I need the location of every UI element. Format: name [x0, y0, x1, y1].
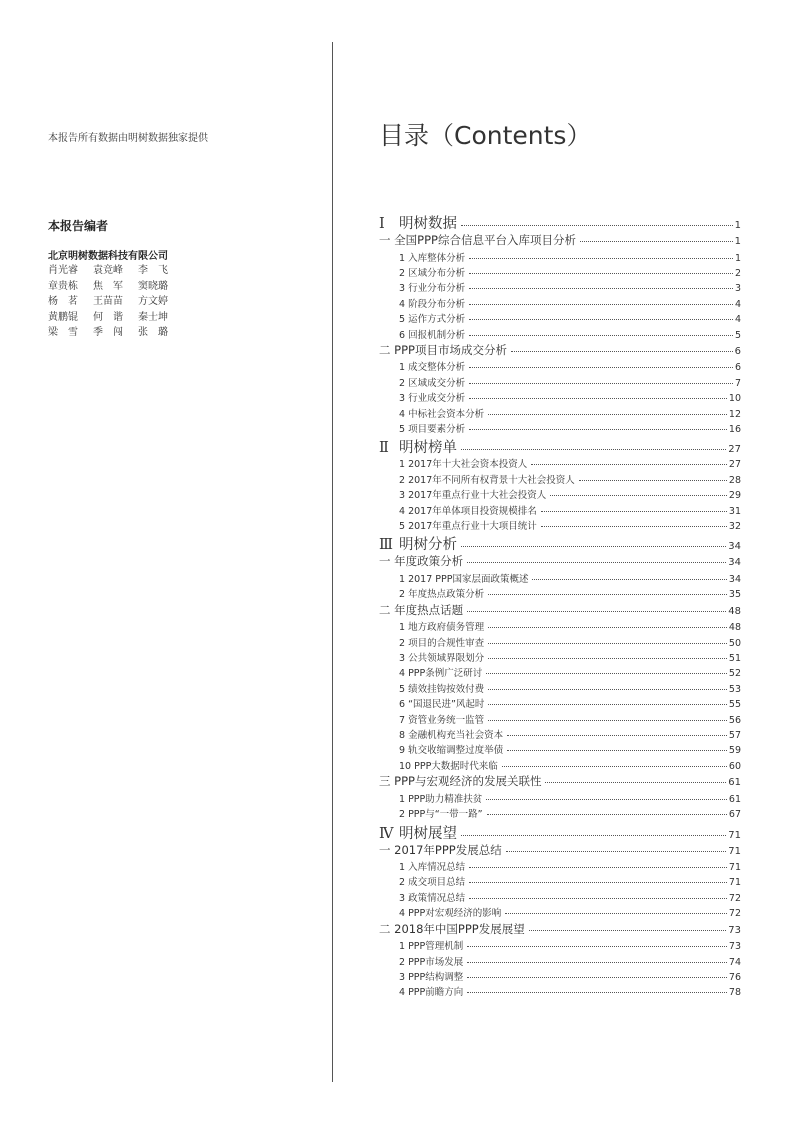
toc-page-number: 6	[734, 345, 741, 357]
toc-entry-title: 一 2017年PPP发展总结	[379, 842, 502, 857]
dot-leader	[507, 750, 727, 751]
toc-page-number: 28	[728, 474, 741, 486]
dot-leader	[545, 782, 726, 783]
toc-page-number: 5	[734, 329, 741, 341]
toc-page-number: 27	[728, 459, 741, 471]
toc-entry-title: 4 PPP前瞻方向	[399, 987, 464, 999]
toc-entry-title: 1 PPP助力精准扶贫	[399, 793, 483, 805]
toc-page-number: 34	[728, 557, 741, 569]
toc-page-number: 48	[728, 622, 741, 634]
dot-leader	[511, 351, 733, 352]
toc-entry-title: 5 运作方式分析	[399, 314, 466, 326]
dot-leader	[469, 367, 733, 368]
part-title: 明树分析	[399, 537, 457, 554]
toc-page-number: 76	[728, 971, 741, 983]
toc-page-number: 35	[728, 589, 741, 601]
part-numeral: Ⅳ	[379, 825, 394, 842]
toc-entry-level-2[interactable]	[379, 232, 741, 248]
toc-entry-title: 2 2017年不同所有权背景十大社会投资人	[399, 474, 575, 486]
dot-leader	[507, 735, 727, 736]
toc-entry-title: 1 入库整体分析	[399, 252, 466, 264]
editor-row	[48, 294, 183, 310]
toc-entry-title: 7 资管业务统一监管	[399, 714, 485, 726]
toc-title: 目录（Contents）	[379, 121, 592, 150]
toc-page-number: 10	[728, 393, 741, 405]
dot-leader	[467, 946, 727, 947]
toc-entry-title: 一 年度政策分析	[379, 554, 464, 569]
toc-page-number: 53	[728, 683, 741, 695]
dot-leader	[502, 766, 727, 767]
toc-entry-title: 8 金融机构充当社会资本	[399, 730, 504, 741]
editor-name: 章贵栋	[48, 280, 78, 292]
toc-page-number: 12	[728, 408, 741, 420]
toc-entry-level-3[interactable]	[379, 586, 741, 600]
toc-page-number: 6	[734, 362, 741, 374]
toc-page-number: 4	[734, 298, 741, 310]
toc-entry-level-1[interactable]	[379, 533, 741, 554]
dot-leader	[486, 799, 727, 800]
toc-page-number: 71	[728, 862, 741, 873]
toc-entry-level-3[interactable]	[379, 359, 741, 373]
data-source-note: 本报告所有数据由明树数据独家提供	[48, 133, 208, 144]
editor-name: 季 闯	[93, 327, 123, 339]
editor-name: 方文婷	[138, 296, 168, 308]
dot-leader	[532, 579, 726, 580]
toc-entry-title: 1 2017 PPP国家层面政策概述	[399, 573, 529, 585]
toc-page-number: 31	[728, 505, 741, 517]
dot-leader	[529, 930, 727, 931]
toc-entry-title: 2 成交项目总结	[399, 877, 466, 889]
dot-leader	[469, 429, 727, 430]
toc-entry-level-3[interactable]	[379, 296, 741, 310]
toc-entry-title: 2 PPP市场发展	[399, 956, 464, 968]
dot-leader	[461, 546, 726, 547]
dot-leader	[469, 304, 733, 305]
dot-leader	[486, 673, 727, 674]
editor-name: 焦 军	[93, 280, 123, 292]
toc-entry-level-3[interactable]	[379, 327, 741, 341]
toc-entry-level-3[interactable]	[379, 806, 741, 820]
toc-entry-level-3[interactable]	[379, 938, 741, 952]
dot-leader	[488, 704, 726, 705]
dot-leader	[461, 449, 726, 450]
toc-entry-level-3[interactable]	[379, 265, 741, 279]
toc-page-number: 27	[728, 444, 741, 456]
toc-entry-title: 1 成交整体分析	[399, 362, 466, 374]
dot-leader	[461, 225, 733, 226]
editor-list	[48, 263, 183, 341]
dot-leader	[488, 658, 727, 659]
dot-leader	[541, 526, 727, 527]
toc-entry-level-3[interactable]	[379, 665, 741, 679]
part-title: 明树榜单	[399, 440, 457, 457]
toc-entry-title	[379, 533, 457, 554]
toc-entry-title: 1 2017年十大社会资本投资人	[399, 459, 528, 471]
toc-entry-title: 二 2018年中国PPP发展展望	[379, 921, 525, 936]
toc-entry-title: 5 项目要素分析	[399, 424, 466, 435]
dot-leader	[469, 898, 727, 899]
toc-entry-level-2[interactable]	[379, 842, 741, 858]
toc-entry-level-3[interactable]	[379, 681, 741, 695]
toc-entry-title: 4 中标社会资本分析	[399, 408, 485, 420]
editor-row	[48, 310, 183, 326]
editors-heading: 本报告编者	[48, 219, 109, 233]
toc-entry-level-3[interactable]	[379, 712, 741, 726]
company-name: 北京明树数据科技有限公司	[48, 251, 168, 262]
dot-leader	[469, 882, 727, 883]
toc-entry-level-2[interactable]	[379, 773, 741, 789]
toc-page-number: 57	[728, 730, 741, 741]
dot-leader	[469, 867, 727, 868]
toc-entry-title: 2 区域分布分析	[399, 267, 466, 279]
toc-entry-level-3[interactable]	[379, 375, 741, 389]
editor-name: 梁 雪	[48, 327, 78, 339]
toc-entry-level-3[interactable]	[379, 503, 741, 517]
toc-entry-level-3[interactable]	[379, 406, 741, 420]
toc-entry-level-3[interactable]	[379, 727, 741, 741]
toc-entry-title: 9 轨交收缩调整过度举债	[399, 745, 504, 757]
toc-entry-title: 3 行业成交分析	[399, 393, 466, 405]
editor-name: 张 璐	[138, 327, 168, 339]
toc-page-number: 74	[728, 956, 741, 968]
toc-page-number: 59	[728, 745, 741, 757]
dot-leader	[541, 511, 727, 512]
toc-page-number: 73	[728, 941, 741, 953]
toc-entry-title: 2 项目的合规性审查	[399, 637, 485, 649]
dot-leader	[506, 851, 727, 852]
toc-page-number: 50	[728, 637, 741, 649]
dot-leader	[579, 480, 727, 481]
toc-entry-title: 3 公共领域界限划分	[399, 653, 485, 664]
part-title: 明树数据	[399, 216, 457, 232]
toc-entry-level-2[interactable]	[379, 342, 741, 358]
toc-page-number: 61	[728, 793, 741, 805]
editor-row	[48, 325, 183, 341]
toc-entry-title: 1 入库情况总结	[399, 862, 466, 873]
toc-page-number: 52	[728, 668, 741, 680]
editor-row	[48, 263, 183, 279]
toc-page-number: 1	[734, 252, 741, 264]
toc-entry-level-3[interactable]	[379, 390, 741, 404]
dot-leader	[469, 335, 733, 336]
toc-entry-level-2[interactable]	[379, 553, 741, 569]
toc-entry-title: 二 年度热点话题	[379, 602, 464, 617]
toc-entry-level-3[interactable]	[379, 890, 741, 904]
editor-name: 袁竞峰	[93, 265, 123, 276]
toc-entry-level-1[interactable]	[379, 822, 741, 843]
toc-entry-level-1[interactable]	[379, 212, 741, 233]
editor-name: 秦士坤	[138, 311, 168, 323]
dot-leader	[505, 913, 727, 914]
toc-entry-level-3[interactable]	[379, 874, 741, 888]
dot-leader	[469, 319, 733, 320]
toc-page-number: 72	[728, 908, 741, 920]
toc-entry-title: 3 2017年重点行业十大社会投资人	[399, 490, 547, 502]
toc-entry-title: 3 行业分布分析	[399, 283, 466, 295]
toc-page-number: 72	[728, 892, 741, 904]
toc-page-number: 51	[728, 653, 741, 664]
dot-leader	[488, 627, 727, 628]
toc-page-number: 34	[728, 541, 741, 553]
toc-entry-level-3[interactable]	[379, 696, 741, 710]
toc-page-number: 61	[728, 777, 741, 789]
dot-leader	[467, 611, 726, 612]
toc-page-number: 2	[734, 267, 741, 279]
toc-entry-title: 5 2017年重点行业十大项目统计	[399, 521, 537, 532]
toc-page-number: 7	[734, 377, 741, 389]
editor-name: 杨 茗	[48, 296, 78, 308]
dot-leader	[487, 814, 727, 815]
toc-entry-level-3[interactable]	[379, 742, 741, 756]
dot-leader	[467, 992, 727, 993]
dot-leader	[550, 495, 727, 496]
dot-leader	[469, 258, 733, 259]
toc-entry-level-3[interactable]	[379, 311, 741, 325]
toc-entry-level-3[interactable]	[379, 487, 741, 501]
toc-entry-title: 1 地方政府债务管理	[399, 622, 485, 634]
part-title: 明树展望	[399, 825, 457, 842]
toc-entry-level-3[interactable]	[379, 650, 741, 664]
dot-leader	[467, 962, 727, 963]
toc-entry-level-3[interactable]	[379, 619, 741, 633]
editor-name: 窦晓璐	[138, 280, 168, 292]
toc-page-number: 67	[728, 809, 741, 821]
toc-entry-title: 10 PPP大数据时代来临	[399, 760, 498, 772]
toc-entry-level-3[interactable]	[379, 969, 741, 983]
dot-leader	[469, 383, 733, 384]
toc-page-number: 55	[728, 699, 741, 711]
toc-page-number: 56	[728, 714, 741, 726]
toc-entry-level-3[interactable]	[379, 250, 741, 264]
toc-entry-level-3[interactable]	[379, 280, 741, 294]
toc-entry-level-3[interactable]	[379, 954, 741, 968]
toc-entry-title: 5 绩效挂钩按效付费	[399, 683, 485, 695]
toc-entry-title: 2 年度热点政策分析	[399, 589, 485, 601]
toc-entry-level-3[interactable]	[379, 518, 741, 532]
toc-page-number: 71	[728, 845, 741, 857]
toc-page-number: 48	[728, 605, 741, 617]
toc-entry-title: 4 阶段分布分析	[399, 298, 466, 310]
toc-page-number: 34	[728, 573, 741, 585]
dot-leader	[469, 288, 733, 289]
toc-entry-level-3[interactable]	[379, 984, 741, 998]
toc-entry-title	[379, 212, 457, 233]
dot-leader	[467, 562, 726, 563]
toc-entry-level-1[interactable]	[379, 436, 741, 457]
toc-entry-title: 4 PPP条例广泛研讨	[399, 668, 483, 680]
toc-page-number: 78	[728, 987, 741, 999]
toc-entry-title: 3 政策情况总结	[399, 892, 466, 904]
toc-entry-level-3[interactable]	[379, 456, 741, 470]
dot-leader	[580, 241, 733, 242]
part-numeral: Ⅲ	[379, 537, 393, 554]
toc-entry-title: 二 PPP项目市场成交分析	[379, 342, 507, 357]
toc-entry-title: 3 PPP结构调整	[399, 971, 464, 983]
toc-page-number: 1	[734, 236, 741, 247]
toc-entry-title: 三 PPP与宏观经济的发展关联性	[379, 774, 542, 789]
toc-entry-level-3[interactable]	[379, 859, 741, 873]
toc-entry-level-3[interactable]	[379, 791, 741, 805]
toc-entry-level-2[interactable]	[379, 921, 741, 937]
toc-entry-level-3[interactable]	[379, 758, 741, 772]
toc-entry-title: 6 回报机制分析	[399, 329, 466, 341]
editor-name: 何 谐	[93, 311, 123, 323]
toc-page-number: 71	[728, 877, 741, 889]
part-numeral: Ⅱ	[379, 440, 389, 457]
toc-entry-level-3[interactable]	[379, 905, 741, 919]
dot-leader	[461, 835, 726, 836]
toc-page-number: 73	[728, 924, 741, 936]
toc-entry-level-3[interactable]	[379, 571, 741, 585]
toc-page-number: 1	[734, 220, 741, 231]
toc-entry-title: 4 2017年单体项目投资规模排名	[399, 505, 537, 517]
editor-name: 黄鹏锟	[48, 311, 78, 323]
dot-leader	[488, 594, 727, 595]
toc-entry-level-2[interactable]	[379, 602, 741, 618]
editor-row	[48, 279, 183, 295]
toc-page-number: 16	[728, 424, 741, 435]
editor-name: 王苗苗	[93, 296, 123, 308]
dot-leader	[469, 273, 733, 274]
toc-entry-title: 2 区域成交分析	[399, 377, 466, 389]
editor-name: 肖光睿	[48, 265, 78, 276]
dot-leader	[488, 414, 727, 415]
toc-page-number: 4	[734, 314, 741, 326]
toc-page-number: 60	[728, 760, 741, 772]
toc-entry-title	[379, 822, 457, 843]
toc-entry-level-3[interactable]	[379, 635, 741, 649]
column-divider	[332, 42, 333, 1082]
toc-entry-level-3[interactable]	[379, 421, 741, 435]
part-numeral: Ⅰ	[379, 216, 385, 232]
dot-leader	[488, 720, 727, 721]
dot-leader	[467, 977, 727, 978]
toc-page-number: 71	[728, 829, 741, 841]
dot-leader	[469, 398, 727, 399]
toc-page-number: 32	[728, 521, 741, 532]
toc-page-number: 29	[728, 490, 741, 502]
toc-entry-title: 一 全国PPP综合信息平台入库项目分析	[379, 233, 576, 247]
toc-entry-title: 2 PPP与“一带一路”	[399, 809, 483, 821]
toc-entry-level-3[interactable]	[379, 472, 741, 486]
dot-leader	[488, 643, 727, 644]
dot-leader	[488, 689, 727, 690]
toc-entry-title	[379, 436, 457, 457]
toc-entry-title: 4 PPP对宏观经济的影响	[399, 908, 502, 920]
editor-name: 李 飞	[138, 265, 168, 276]
toc-entry-title: 1 PPP管理机制	[399, 941, 464, 953]
toc-page-number: 3	[734, 283, 741, 295]
toc-entry-title: 6 “国退民进”风起时	[399, 699, 485, 711]
dot-leader	[531, 464, 727, 465]
